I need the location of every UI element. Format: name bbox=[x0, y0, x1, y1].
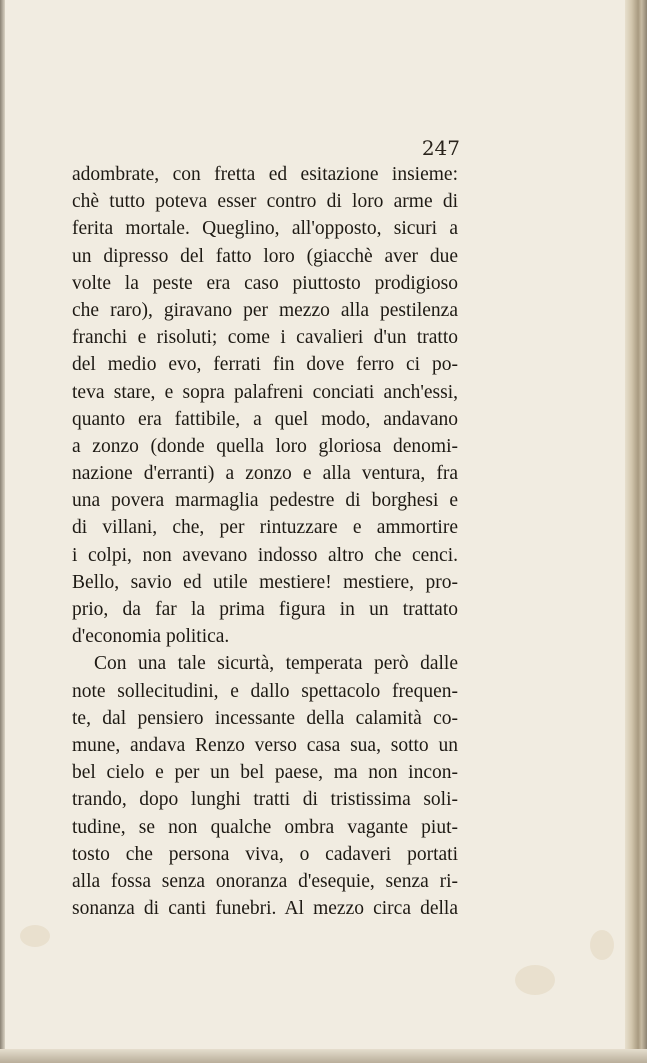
paper-stain bbox=[20, 925, 50, 947]
text-line: del medio evo, ferrati fin dove ferro ci po- bbox=[72, 354, 458, 376]
text-line: prio, da far la prima figura in un trattato bbox=[72, 599, 458, 620]
text-line: mune, andava Renzo verso casa sua, sotto un bbox=[72, 734, 458, 756]
text-line: che raro), giravano per mezzo alla pestilenza bbox=[72, 299, 458, 321]
page-number: 247 bbox=[421, 136, 460, 160]
text-line: volte la peste era caso piuttosto prodigioso bbox=[72, 272, 458, 294]
text-line: Con una tale sicurtà, temperata però dalle bbox=[94, 653, 458, 675]
text-line: tudine, se non qualche ombra vagante piut- bbox=[72, 816, 458, 838]
text-line: te, dal pensiero incessante della calamità co- bbox=[72, 707, 458, 729]
text-line: bel cielo e per un bel paese, ma non incon- bbox=[72, 762, 458, 784]
page-right-edge bbox=[625, 0, 647, 1063]
text-line: adombrate, con fretta ed esitazione insieme: bbox=[72, 164, 458, 185]
page-bottom-edge bbox=[0, 1049, 647, 1063]
text-line: una povera marmaglia pedestre di borghesi e bbox=[72, 490, 458, 512]
text-line: un dipresso del fatto loro (giacchè aver due bbox=[72, 245, 458, 267]
page-left-edge bbox=[0, 0, 5, 1063]
text-line: i colpi, non avevano indosso altro che cenci. bbox=[72, 544, 458, 566]
text-line: trando, dopo lunghi tratti di tristissima soli- bbox=[72, 789, 458, 811]
text-line: d'economia politica. bbox=[72, 626, 230, 648]
text-line: sonanza di canti funebri. Al mezzo circa della bbox=[72, 898, 458, 920]
text-line: franchi e risoluti; come i cavalieri d'un tratto bbox=[72, 327, 458, 349]
text-line: nazione d'erranti) a zonzo e alla ventura, fra bbox=[72, 463, 458, 485]
text-line: note sollecitudini, e dallo spettacolo frequen- bbox=[72, 680, 458, 702]
paper-stain bbox=[515, 965, 555, 995]
text-line: chè tutto poteva esser contro di loro arme di bbox=[72, 191, 458, 213]
text-line: ferita mortale. Queglino, all'opposto, sicuri a bbox=[72, 218, 458, 240]
text-line: teva stare, e sopra palafreni conciati anch'essi, bbox=[72, 381, 458, 403]
text-line: alla fossa senza onoranza d'esequie, senza ri- bbox=[72, 870, 458, 892]
paper-stain bbox=[590, 930, 614, 960]
text-line: a zonzo (donde quella loro gloriosa denomi- bbox=[72, 435, 458, 457]
text-line: di villani, che, per rintuzzare e ammortire bbox=[72, 517, 458, 539]
text-line: quanto era fattibile, a quel modo, andavano bbox=[72, 408, 458, 430]
text-line: tosto che persona viva, o cadaveri portati bbox=[72, 843, 458, 865]
text-line: Bello, savio ed utile mestiere! mestiere, pro- bbox=[72, 571, 458, 593]
body-text bbox=[72, 161, 458, 922]
